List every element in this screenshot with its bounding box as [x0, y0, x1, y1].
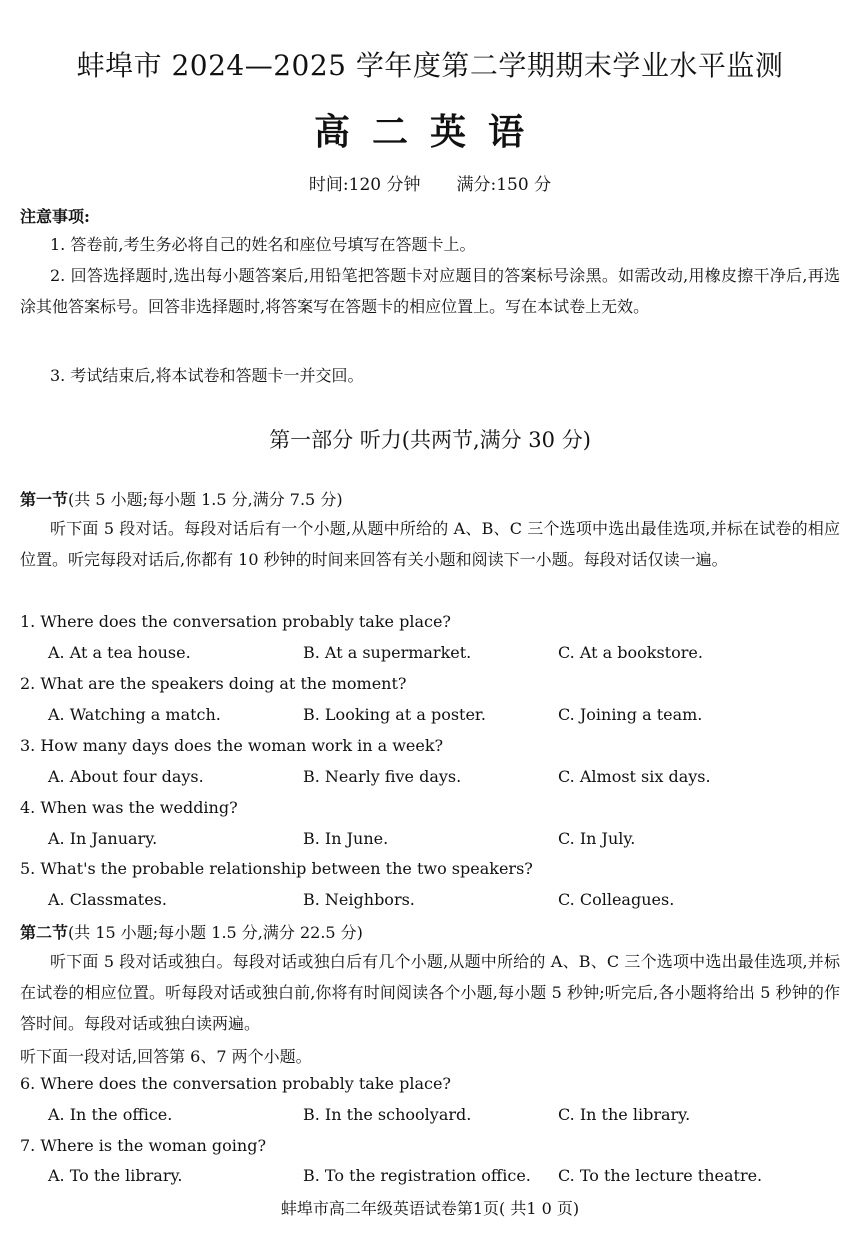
notice-title: 注意事项: — [20, 207, 90, 226]
question-1: 1. Where does the conversation probably take place? — [20, 612, 451, 631]
q1-option-a: A. At a tea house. — [48, 643, 191, 662]
full-score: 满分:150 分 — [456, 175, 552, 195]
question-3: 3. How many days does the woman work in a week? — [20, 736, 444, 755]
question-5: 5. What's the probable relationship between the two speakers? — [20, 859, 533, 878]
q2-option-c: C. Joining a team. — [558, 705, 703, 724]
question-2: 2. What are the speakers doing at the moment? — [20, 674, 407, 693]
q4-option-b: B. In June. — [303, 829, 389, 848]
subject-title: 高二英语 — [313, 111, 546, 153]
dialogue-intro: 听下面一段对话,回答第 6、7 两个小题。 — [20, 1047, 312, 1066]
q3-option-c: C. Almost six days. — [558, 767, 711, 786]
question-6: 6. Where does the conversation probably take place? — [20, 1074, 451, 1093]
q5-option-a: A. Classmates. — [48, 890, 167, 909]
section2-info: (共 15 小题;每小题 1.5 分,满分 22.5 分) — [68, 923, 363, 942]
q3-option-a: A. About four days. — [48, 767, 204, 786]
q4-option-a: A. In January. — [48, 829, 158, 848]
question-7: 7. Where is the woman going? — [20, 1136, 267, 1155]
question-4: 4. When was the wedding? — [20, 798, 238, 817]
exam-time: 时间:120 分钟 — [308, 175, 421, 195]
q2-option-b: B. Looking at a poster. — [303, 705, 486, 724]
q6-option-a: A. In the office. — [48, 1105, 173, 1124]
section1-info: (共 5 小题;每小题 1.5 分,满分 7.5 分) — [68, 490, 343, 509]
section2-heading — [20, 920, 363, 943]
q5-option-b: B. Neighbors. — [303, 890, 415, 909]
notice-item-3: 3. 考试结束后,将本试卷和答题卡一并交回。 — [50, 366, 364, 385]
q6-option-b: B. In the schoolyard. — [303, 1105, 472, 1124]
section1-name: 第一节 — [20, 490, 69, 509]
q7-option-a: A. To the library. — [48, 1166, 183, 1185]
q1-option-c: C. At a bookstore. — [558, 643, 703, 662]
section1-heading — [20, 487, 343, 510]
q4-option-c: C. In July. — [558, 829, 636, 848]
page-footer: 蚌埠市高二年级英语试卷第1页( 共1 0 页) — [280, 1199, 580, 1218]
notice-item-2: 2. 回答选择题时,选出每小题答案后,用铅笔把答题卡对应题目的答案标号涂黑。如需改动,用橡皮擦干净后,再选涂其他答案标号。回答非选择题时,将答案写在答题卡的相应位置上。写在本试卷上无效。 — [20, 266, 840, 316]
q5-option-c: C. Colleagues. — [558, 890, 675, 909]
q6-option-c: C. In the library. — [558, 1105, 691, 1124]
section2-instruction: 听下面 5 段对话或独白。每段对话或独白后有几个小题,从题中所给的 A、B、C 三个选项中选出最佳选项,并标在试卷的相应位置。听每段对话或独白前,你将有时间阅读各个小题,每小题 5 秒钟;听完后,各小题将给出 5 秒钟的作答时间。每段对话或独白读两遍。 — [20, 952, 840, 1033]
time-score-info — [0, 170, 860, 195]
part1-title: 第一部分 听力(共两节,满分 30 分) — [269, 428, 591, 452]
q7-option-b: B. To the registration office. — [303, 1166, 531, 1185]
notice-item-1: 1. 答卷前,考生务必将自己的姓名和座位号填写在答题卡上。 — [50, 235, 476, 254]
exam-title: 蚌埠市 2024—2025 学年度第二学期期末学业水平监测 — [76, 49, 784, 82]
q7-option-c: C. To the lecture theatre. — [558, 1166, 763, 1185]
q1-option-b: B. At a supermarket. — [303, 643, 472, 662]
section1-instruction: 听下面 5 段对话。每段对话后有一个小题,从题中所给的 A、B、C 三个选项中选出最佳选项,并标在试卷的相应位置。听完每段对话后,你都有 10 秒钟的时间来回答有关小题和阅读下一小题。每段对话仅读一遍。 — [20, 519, 840, 569]
q2-option-a: A. Watching a match. — [48, 705, 221, 724]
section2-name: 第二节 — [20, 923, 69, 942]
q3-option-b: B. Nearly five days. — [303, 767, 462, 786]
